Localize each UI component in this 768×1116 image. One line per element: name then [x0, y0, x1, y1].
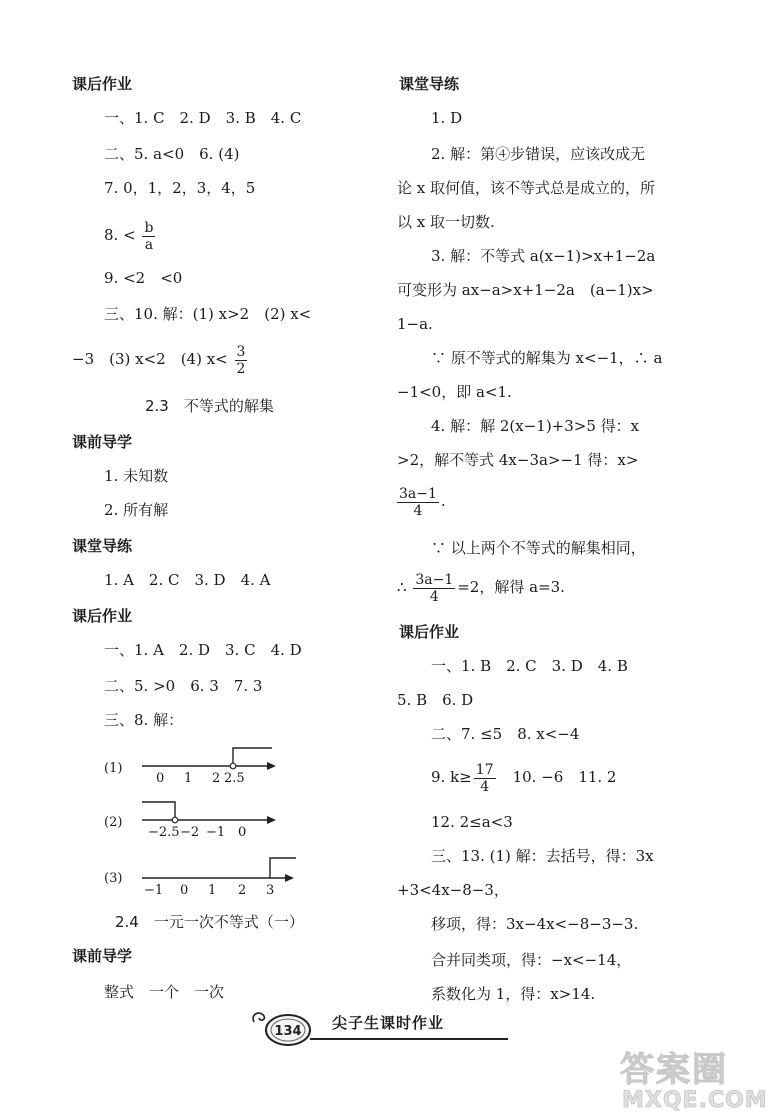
tick-label: 1 [184, 771, 193, 786]
answer-text: =2，解得 a=3. [457, 578, 565, 596]
answer-line: 3. 解：不等式 a(x−1)>x+1−2a [431, 247, 656, 265]
fraction [413, 572, 455, 605]
answer-line: >2，解不等式 4x−3a>−1 得：x> [397, 451, 639, 469]
number-line-2 [100, 798, 300, 846]
fraction-numerator: 3a−1 [415, 571, 454, 588]
answer-line: 一、1. A 2. D 3. C 4. D [104, 641, 302, 659]
answer-line: 一、1. B 2. C 3. D 4. B [431, 657, 628, 675]
answer-line: 2. 所有解 [104, 501, 169, 519]
page-number-badge [250, 1008, 312, 1052]
answer-line: +3<4x−8−3， [397, 881, 509, 899]
fraction-numerator: b [144, 219, 154, 236]
answer-line: 1. 未知数 [104, 467, 169, 485]
heading-homework: 课后作业 [72, 75, 133, 93]
solution-ray [270, 858, 296, 878]
answer-line: 2. 解：第④步错误，应该改成无 [431, 145, 646, 163]
heading-preview: 课前导学 [72, 947, 133, 965]
fraction-denominator: 2 [236, 360, 246, 377]
answer-line-fraction [397, 568, 565, 606]
footer-rule [310, 1038, 508, 1040]
answer-line: 论 x 取何值，该不等式总是成立的，所 [397, 179, 655, 197]
page-number: 134 [274, 1024, 302, 1039]
tick-label: 2 [238, 883, 247, 898]
answer-text: . [440, 492, 446, 510]
book-title: 尖子生课时作业 [332, 1014, 445, 1032]
answer-line: 1−a. [397, 315, 433, 333]
fraction [235, 344, 248, 377]
answer-line: 三、10. 解：(1) x>2 (2) x< [104, 305, 312, 323]
answer-line: 合并同类项，得：−x<−14， [431, 951, 632, 969]
answer-line: 系数化为 1，得：x>14. [431, 985, 596, 1003]
solution-ray [142, 802, 175, 820]
tick-label: −1 [206, 825, 226, 840]
answer-line: 4. 解：解 2(x−1)+3>5 得：x [431, 417, 640, 435]
tick-label: −1 [144, 883, 164, 898]
number-line-label: (3) [104, 871, 123, 886]
answer-line: 二、7. ≤5 8. x<−4 [431, 725, 580, 743]
answer-text: 10. −6 11. 2 [497, 768, 617, 786]
heading-classwork: 课堂导练 [72, 537, 133, 555]
watermark-logo-text: 答案圈 [620, 1050, 728, 1090]
heading-homework: 课后作业 [399, 623, 460, 641]
answer-line: 移项，得：3x−4x<−8−3−3. [431, 915, 639, 933]
heading-preview: 课前导学 [72, 433, 133, 451]
number-line-1 [100, 742, 300, 790]
answer-line: 二、5. >0 6. 3 7. 3 [104, 677, 263, 695]
fraction-numerator: 17 [475, 761, 494, 778]
answer-line-fraction [104, 216, 157, 254]
tick-label: 2 [212, 771, 221, 786]
answer-text: −3 (3) x<2 (4) x< [72, 350, 228, 368]
tick-label: −2 [180, 825, 200, 840]
tick-label: 3 [266, 883, 275, 898]
answer-line-fraction [395, 482, 446, 520]
section-title: 2.3 不等式的解集 [145, 397, 274, 415]
swirl-ornament [253, 1013, 264, 1022]
open-endpoint [230, 763, 236, 769]
fraction [142, 220, 155, 253]
answer-line: ∵ 原不等式的解集为 x<−1，∴ a [431, 349, 663, 367]
number-line-label: (2) [104, 815, 123, 830]
watermark [612, 1040, 768, 1116]
answer-line: 三、13. (1) 解：去括号，得：3x [431, 847, 654, 865]
answer-line: 5. B 6. D [397, 691, 474, 709]
tick-label: 2.5 [224, 771, 245, 786]
page-footer [250, 1008, 520, 1048]
answer-line: 以 x 取一切数. [397, 213, 495, 231]
answer-line: 一、1. C 2. D 3. B 4. C [104, 109, 302, 127]
answer-line-fraction [72, 340, 249, 378]
answer-line: −1<0，即 a<1. [397, 383, 512, 401]
answer-text: ∴ [397, 578, 407, 596]
answer-line: ∵ 以上两个不等式的解集相同， [431, 539, 646, 557]
tick-label: 0 [156, 771, 165, 786]
fraction-denominator: a [144, 236, 154, 253]
arrow-head [285, 874, 294, 882]
open-endpoint [172, 817, 178, 823]
tick-label: −2.5 [148, 825, 180, 840]
heading-classwork: 课堂导练 [399, 75, 460, 93]
answer-text: 8. < [104, 226, 136, 244]
tick-label: 0 [180, 883, 189, 898]
fraction-numerator: 3a−1 [399, 485, 437, 502]
fraction [397, 486, 439, 519]
fraction-denominator: 4 [429, 588, 439, 605]
fraction-numerator: 3 [236, 343, 246, 360]
answer-line: 1. D [431, 109, 463, 127]
answer-line: 7. 0，1，2，3，4，5 [104, 179, 256, 197]
number-line-label: (1) [104, 761, 123, 776]
tick-label: 1 [208, 883, 217, 898]
fraction [474, 762, 496, 795]
fraction-denominator: 4 [413, 502, 423, 519]
answer-line-fraction [431, 758, 616, 796]
number-line-3 [100, 852, 310, 902]
answer-line: 二、5. a<0 6. (4) [104, 145, 240, 163]
solution-ray [233, 748, 272, 766]
answer-line: 可变形为 ax−a>x+1−2a (a−1)x> [397, 281, 654, 299]
heading-homework: 课后作业 [72, 607, 133, 625]
arrow-head [267, 762, 276, 770]
answer-line: 整式 一个 一次 [104, 983, 225, 1001]
answer-text: 9. k≥ [431, 768, 472, 786]
watermark-url: MXQE.COM [622, 1088, 768, 1113]
answer-line: 1. A 2. C 3. D 4. A [104, 571, 271, 589]
answer-line: 三、8. 解： [104, 711, 184, 729]
section-title: 2.4 一元一次不等式（一） [115, 913, 304, 931]
arrow-head [267, 816, 276, 824]
answer-line: 9. <2 <0 [104, 269, 183, 287]
answer-line: 12. 2≤a<3 [431, 813, 513, 831]
tick-label: 0 [238, 825, 247, 840]
fraction-denominator: 4 [480, 778, 490, 795]
